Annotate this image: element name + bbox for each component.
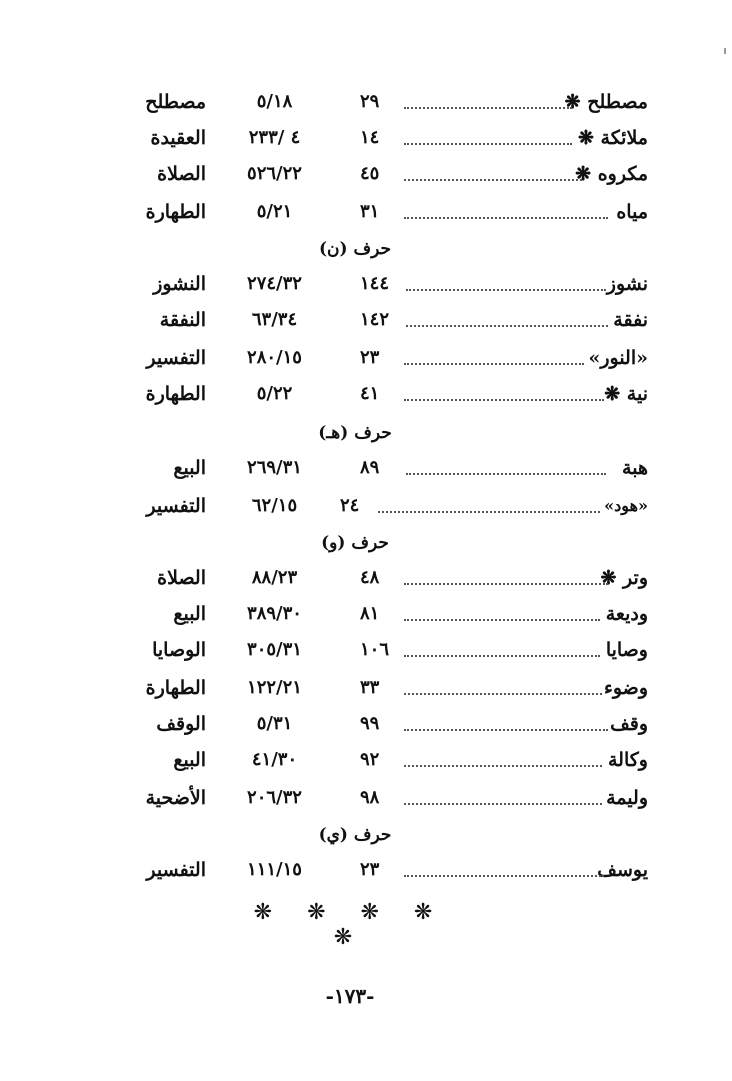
volume-page-ref: ٥/٢٢ bbox=[256, 383, 293, 404]
dot-leader bbox=[404, 107, 572, 109]
volume-page-ref: ٢٦٩/٣١ bbox=[247, 457, 302, 478]
book-name: مصطلح bbox=[145, 91, 206, 113]
book-name: الصلاة bbox=[157, 567, 206, 589]
index-term: وديعة bbox=[605, 603, 648, 625]
volume-page-ref: ٥/٢١ bbox=[256, 201, 293, 222]
index-term: مصطلح ❋ bbox=[564, 91, 648, 113]
volume-page-ref: ١٢٢/٢١ bbox=[247, 677, 302, 698]
index-term: ملائكة ❋ bbox=[577, 127, 648, 149]
index-row bbox=[0, 634, 732, 666]
index-row bbox=[0, 562, 732, 594]
index-term: هبة bbox=[622, 457, 648, 479]
index-row bbox=[0, 854, 732, 886]
section-heading: حرف (ي) bbox=[318, 825, 392, 845]
entry-number: ٢٤ bbox=[340, 495, 360, 516]
dot-leader bbox=[404, 217, 608, 219]
book-name: النفقة bbox=[159, 309, 206, 331]
page-number: -١٧٣- bbox=[325, 984, 375, 1008]
section-heading: حرف (هـ) bbox=[318, 423, 392, 443]
ornament-stars: ❋ ❋ ❋ ❋ ❋ bbox=[253, 900, 447, 950]
index-row bbox=[0, 158, 732, 190]
index-row bbox=[0, 86, 732, 118]
index-row bbox=[0, 452, 732, 484]
index-row bbox=[0, 708, 732, 740]
book-name: الوصايا bbox=[152, 639, 206, 661]
entry-number: ٤٨ bbox=[360, 567, 380, 588]
book-name: الطهارة bbox=[145, 383, 206, 405]
entry-number: ١٤٢ bbox=[360, 309, 390, 330]
book-name: الصلاة bbox=[157, 163, 206, 185]
index-term: وصايا bbox=[605, 639, 648, 661]
entry-number: ٢٩ bbox=[360, 91, 380, 112]
entry-number: ٤٥ bbox=[360, 163, 380, 184]
dot-leader bbox=[404, 583, 608, 585]
index-row bbox=[0, 598, 732, 630]
index-row bbox=[0, 782, 732, 814]
book-name: البيع bbox=[173, 603, 206, 625]
index-term: نية ❋ bbox=[604, 383, 648, 405]
index-row bbox=[0, 342, 732, 374]
index-row bbox=[0, 122, 732, 154]
volume-page-ref: ١١١/١٥ bbox=[247, 859, 302, 880]
index-term: مياه bbox=[616, 201, 648, 223]
entry-number: ٨١ bbox=[360, 603, 380, 624]
index-term: وكالة bbox=[608, 749, 648, 771]
dot-leader bbox=[404, 179, 582, 181]
book-name: الطهارة bbox=[145, 677, 206, 699]
volume-page-ref: ٤١/٣٠ bbox=[251, 749, 298, 770]
entry-number: ١٠٦ bbox=[360, 639, 390, 660]
volume-page-ref: ٥/١٨ bbox=[256, 91, 293, 112]
volume-page-ref: ٣٠٥/٣١ bbox=[247, 639, 302, 660]
index-row bbox=[0, 268, 732, 300]
section-heading: حرف (و) bbox=[321, 533, 389, 553]
dot-leader bbox=[406, 289, 606, 291]
dot-leader bbox=[406, 325, 608, 327]
entry-number: ٤١ bbox=[360, 383, 380, 404]
book-name: الوقف bbox=[156, 713, 206, 735]
dot-leader bbox=[406, 473, 606, 475]
index-row bbox=[0, 378, 732, 410]
index-term: «النور» bbox=[588, 347, 648, 369]
book-name: الطهارة bbox=[145, 201, 206, 223]
entry-number: ٢٣ bbox=[360, 347, 380, 368]
book-name: التفسير bbox=[146, 859, 206, 881]
volume-page-ref: ٣٨٩/٣٠ bbox=[247, 603, 302, 624]
volume-page-ref: ٤ /٢٣٣ bbox=[248, 127, 301, 148]
entry-number: ٩٩ bbox=[360, 713, 380, 734]
volume-page-ref: ٦٣/٣٤ bbox=[251, 309, 298, 330]
dot-leader bbox=[404, 693, 602, 695]
dot-leader bbox=[404, 363, 584, 365]
index-term: «هود» bbox=[604, 496, 648, 515]
index-term: وليمة bbox=[606, 787, 648, 809]
entry-number: ٣١ bbox=[360, 201, 380, 222]
book-name: التفسير bbox=[146, 347, 206, 369]
index-row bbox=[0, 744, 732, 776]
index-term: مكروه ❋ bbox=[575, 163, 648, 185]
scan-mark bbox=[724, 48, 726, 54]
entry-number: ٩٨ bbox=[360, 787, 380, 808]
volume-page-ref: ٥/٣١ bbox=[256, 713, 293, 734]
index-term: وتر ❋ bbox=[600, 567, 648, 589]
index-term: يوسف bbox=[597, 859, 648, 881]
dot-leader bbox=[404, 143, 572, 145]
index-row bbox=[0, 304, 732, 336]
volume-page-ref: ٢٧٤/٣٢ bbox=[247, 273, 302, 294]
book-name: الأضحية bbox=[145, 787, 206, 809]
book-name: النشوز bbox=[153, 273, 206, 295]
index-term: نفقة bbox=[613, 309, 648, 331]
entry-number: ١٤٤ bbox=[360, 273, 390, 294]
dot-leader bbox=[404, 619, 600, 621]
volume-page-ref: ٢٠٦/٣٢ bbox=[247, 787, 302, 808]
dot-leader bbox=[404, 655, 600, 657]
entry-number: ٣٣ bbox=[360, 677, 380, 698]
section-heading: حرف (ن) bbox=[318, 239, 391, 259]
dot-leader bbox=[404, 875, 604, 877]
dot-leader bbox=[378, 511, 600, 513]
dot-leader bbox=[404, 803, 602, 805]
dot-leader bbox=[404, 399, 604, 401]
index-term: نشوز bbox=[606, 273, 648, 295]
index-row bbox=[0, 672, 732, 704]
index-term: وضوء bbox=[603, 677, 648, 699]
entry-number: ٢٣ bbox=[360, 859, 380, 880]
book-name: العقيدة bbox=[150, 127, 206, 149]
dot-leader bbox=[404, 729, 608, 731]
entry-number: ١٤ bbox=[360, 127, 380, 148]
book-name: البيع bbox=[173, 749, 206, 771]
volume-page-ref: ٦٢/١٥ bbox=[251, 495, 298, 516]
book-name: التفسير bbox=[146, 495, 206, 517]
entry-number: ٨٩ bbox=[360, 457, 380, 478]
index-term: وقف bbox=[610, 713, 648, 735]
volume-page-ref: ٨٨/٢٣ bbox=[251, 567, 298, 588]
volume-page-ref: ٢٨٠/١٥ bbox=[247, 347, 302, 368]
dot-leader bbox=[404, 765, 602, 767]
index-row bbox=[0, 490, 732, 522]
entry-number: ٩٢ bbox=[360, 749, 380, 770]
index-row bbox=[0, 196, 732, 228]
book-name: البيع bbox=[173, 457, 206, 479]
volume-page-ref: ٥٢٦/٢٢ bbox=[247, 163, 302, 184]
